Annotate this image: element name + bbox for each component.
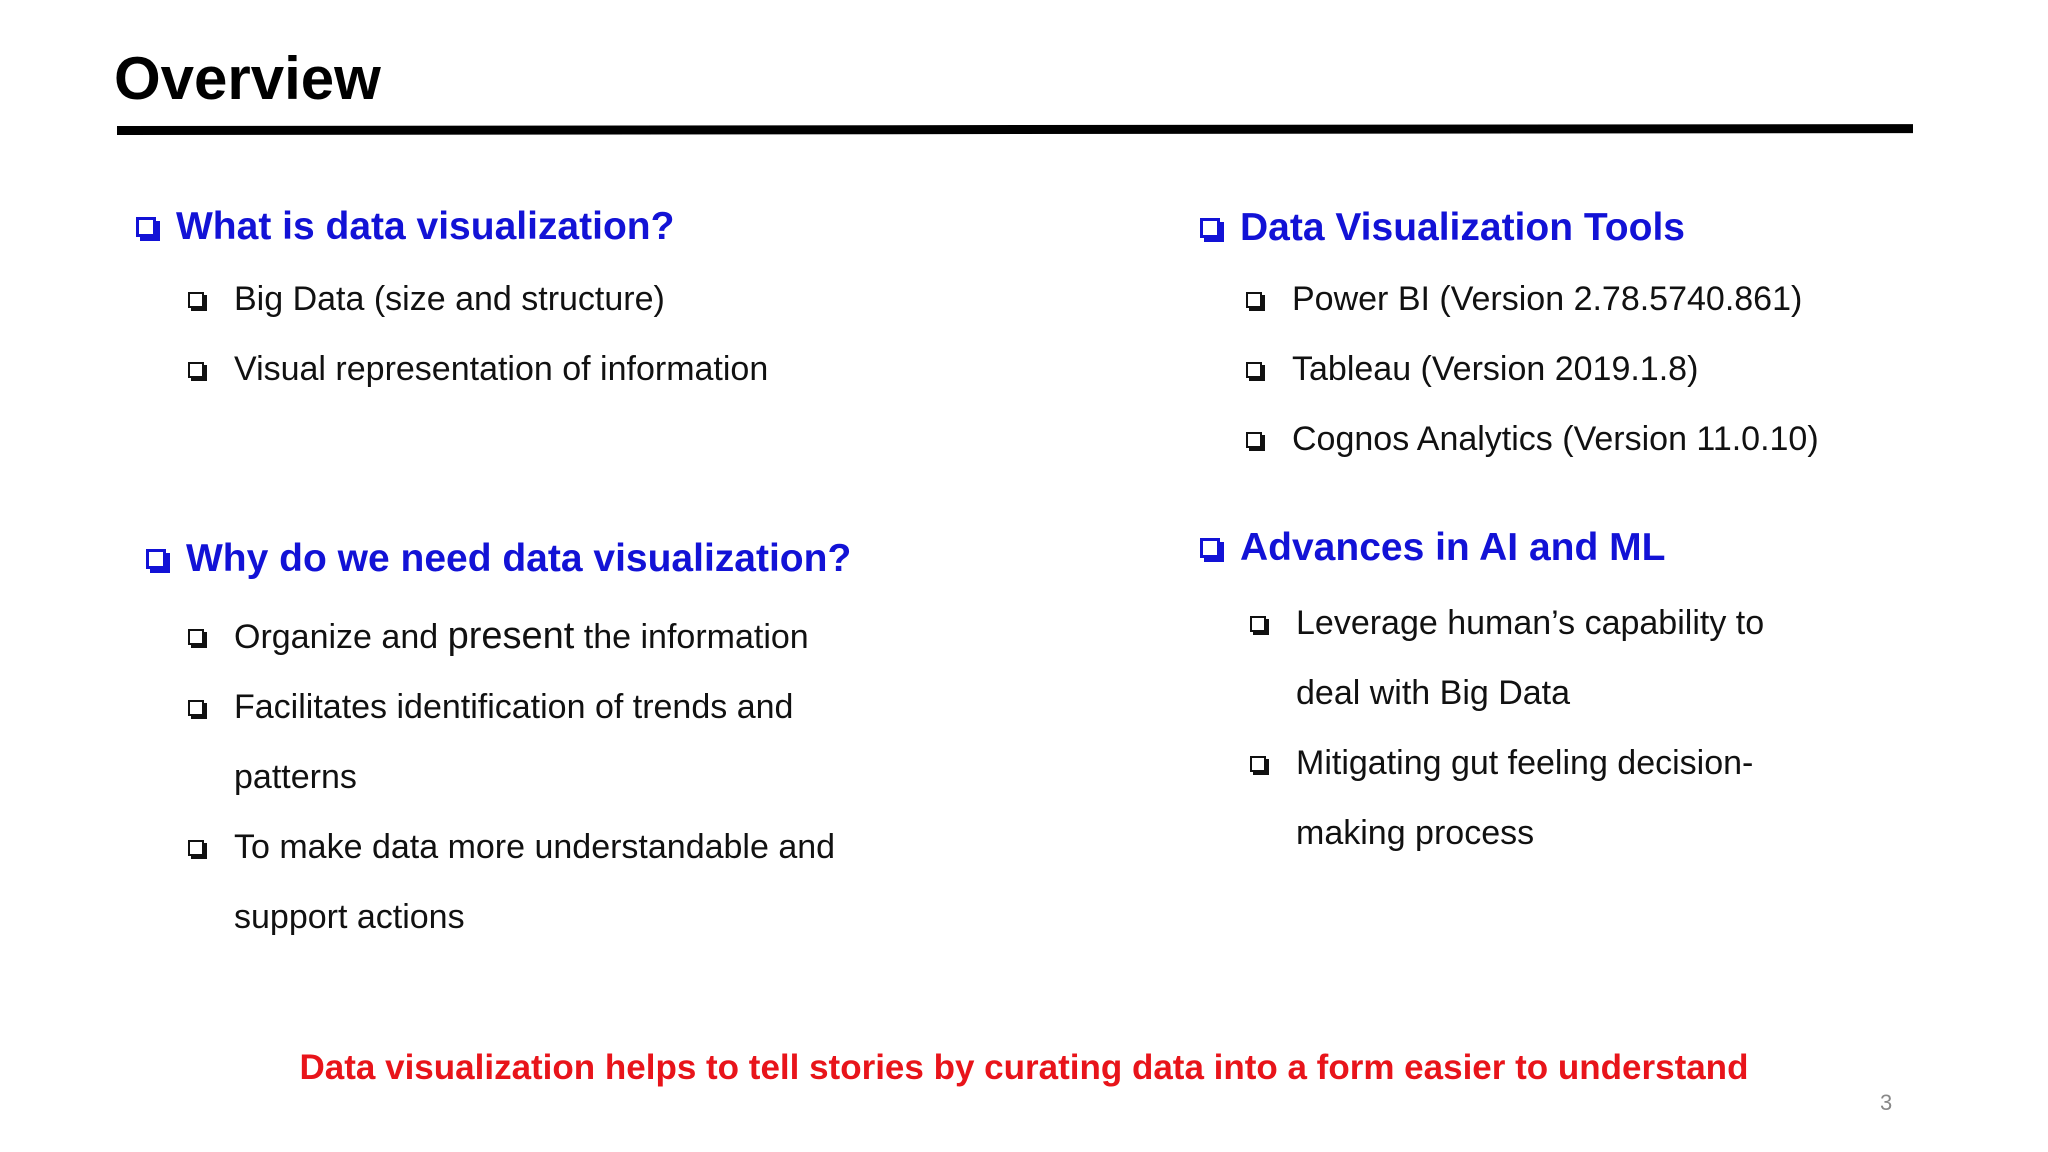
section-advances-ai-ml	[1200, 526, 1816, 868]
section-heading	[146, 537, 894, 581]
checkbox-bullet-icon	[1246, 292, 1262, 308]
section-heading-text: Data Visualization Tools	[1240, 206, 1685, 249]
section-heading-text: Why do we need data visualization?	[186, 537, 852, 580]
title-underline	[117, 124, 1913, 135]
section-heading	[1200, 206, 1819, 250]
checkbox-bullet-icon	[188, 292, 204, 308]
list-item: Facilitates identification of trends and patterns	[188, 672, 894, 812]
bullet-list	[188, 601, 894, 952]
section-heading	[1200, 526, 1816, 570]
section-heading-text: What is data visualization?	[176, 205, 675, 248]
page-number: 3	[1880, 1090, 1893, 1115]
list-item: Leverage human’s capability to deal with Big Data	[1250, 588, 1816, 728]
checkbox-bullet-icon	[188, 629, 204, 645]
checkbox-bullet-icon	[1250, 756, 1266, 772]
bullet-list	[1250, 588, 1816, 868]
bullet-list	[1246, 264, 1819, 474]
checkbox-bullet-icon	[1200, 218, 1220, 238]
list-item: Mitigating gut feeling decision-making process	[1250, 728, 1816, 868]
section-why-need-data-visualization	[146, 537, 894, 952]
section-what-is-data-visualization	[136, 205, 768, 404]
checkbox-bullet-icon	[188, 840, 204, 856]
checkbox-bullet-icon	[136, 217, 156, 237]
list-item: To make data more understandable and support actions	[188, 812, 894, 952]
checkbox-bullet-icon	[188, 362, 204, 378]
list-item: Cognos Analytics (Version 11.0.10)	[1246, 404, 1819, 474]
list-item: Organize and present the information	[188, 601, 894, 672]
checkbox-bullet-icon	[188, 700, 204, 716]
list-item: Big Data (size and structure)	[188, 264, 768, 334]
checkbox-bullet-icon	[146, 549, 166, 569]
section-data-visualization-tools	[1200, 206, 1819, 474]
section-heading-text: Advances in AI and ML	[1240, 526, 1666, 569]
checkbox-bullet-icon	[1200, 538, 1220, 558]
checkbox-bullet-icon	[1246, 432, 1262, 448]
list-item: Visual representation of information	[188, 334, 768, 404]
slide-title: Overview	[114, 45, 381, 112]
list-item: Power BI (Version 2.78.5740.861)	[1246, 264, 1819, 334]
checkbox-bullet-icon	[1250, 616, 1266, 632]
checkbox-bullet-icon	[1246, 362, 1262, 378]
footer-note: Data visualization helps to tell stories by curating data into a form easier to understand	[299, 1048, 1749, 1087]
list-item: Tableau (Version 2019.1.8)	[1246, 334, 1819, 404]
section-heading	[136, 205, 768, 249]
bullet-list	[188, 264, 768, 404]
